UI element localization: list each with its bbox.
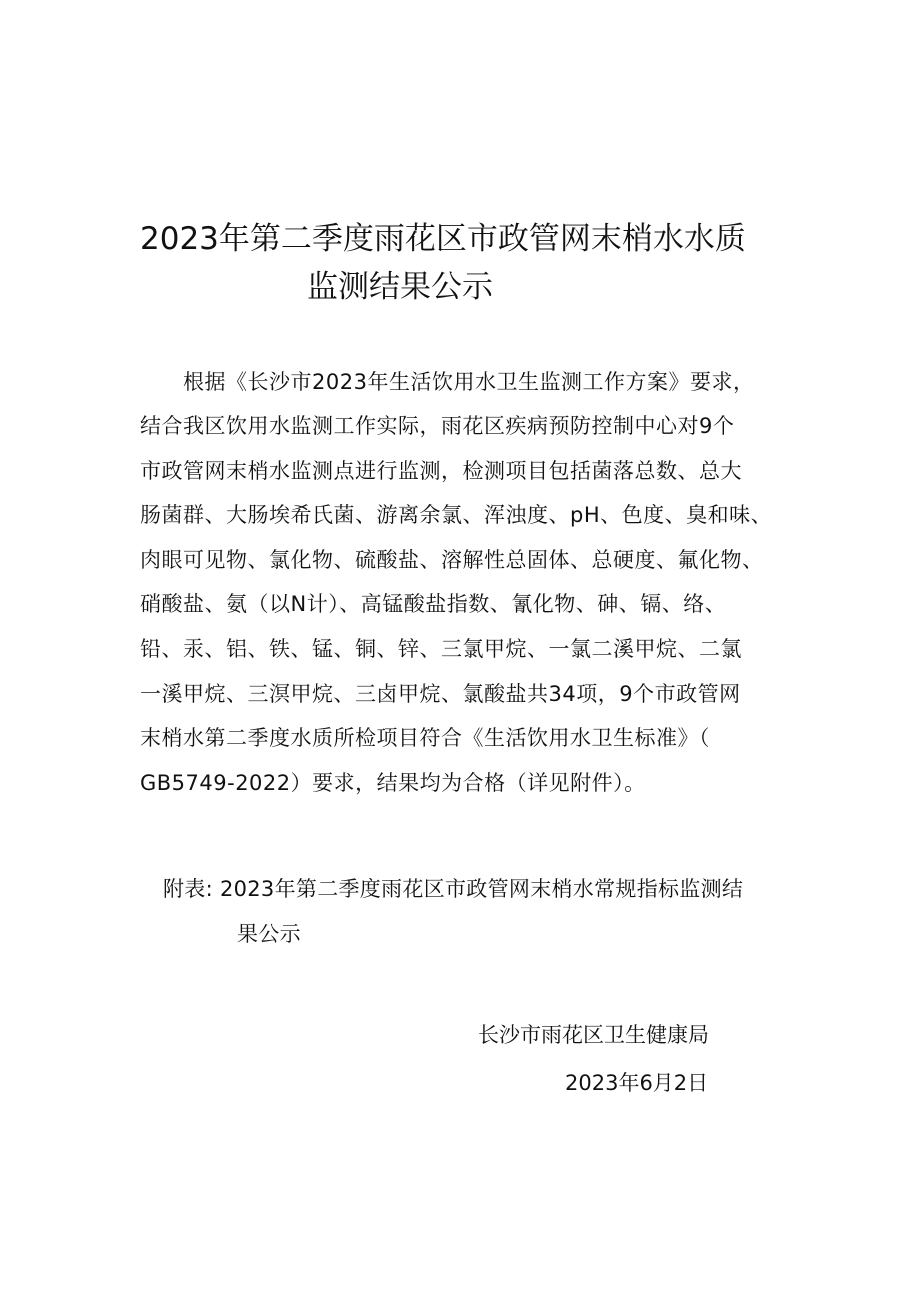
body-line: 一溪甲烷、三溟甲烷、三卤甲烷、氯酸盐共34项，9个市政管网 (140, 682, 741, 706)
attachment-line-2: 果公示 (237, 922, 301, 946)
body-line: 市政管网末梢水监测点进行监测，检测项目包括菌落总数、总大 (140, 459, 742, 483)
body-line: 铅、汞、铝、铁、锰、铜、锌、三氯甲烷、一氯二溪甲烷、二氯 (140, 637, 742, 661)
body-line: 根据《长沙市2023年生活饮用水卫生监测工作方案》要求， (183, 370, 755, 394)
issue-date: 2023年6月2日 (565, 1071, 709, 1095)
body-line: 硝酸盐、氨（以N计）、高锰酸盐指数、氰化物、砷、镉、络、 (140, 592, 727, 616)
issuer-name: 长沙市雨花区卫生健康局 (478, 1023, 709, 1047)
body-line: 肠菌群、大肠埃希氏菌、游离余氯、浑浊度、pH、色度、臭和味、 (140, 503, 773, 527)
body-line: 结合我区饮用水监测工作实际，雨花区疾病预防控制中心对9个 (140, 414, 735, 438)
attachment-line-1: 附表: 2023年第二季度雨花区市政管网末梢水常规指标监测结 (163, 877, 744, 901)
document-title-line-1: 2023年第二季度雨花区市政管网末梢水水质 (140, 221, 746, 257)
body-line: 肉眼可见物、氯化物、硫酸盐、溶解性总固体、总硬度、氟化物、 (140, 548, 764, 572)
body-line: GB5749-2022）要求，结果均为合格（详见附件）。 (140, 771, 646, 795)
body-line: 末梢水第二季度水质所检项目符合《生活饮用水卫生标准》（ (140, 726, 710, 750)
document-title-line-2: 监测结果公示 (307, 269, 493, 305)
